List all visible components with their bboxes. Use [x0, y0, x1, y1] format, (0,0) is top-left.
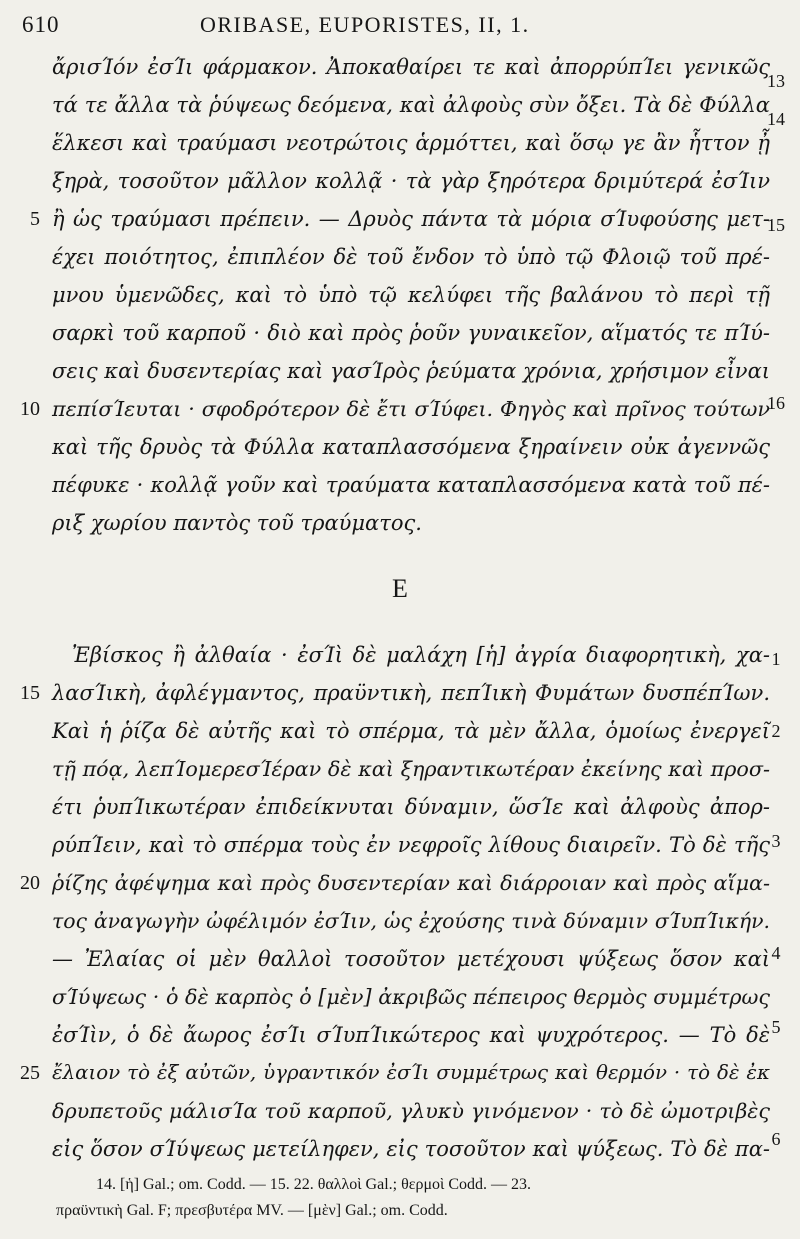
- text-line: ἕλκεσι καὶ τραύμασι νεοτρώτοις ἁρμόττει, καὶ ὅσῳ γε ἂν ἧττον ᾖ: [52, 131, 770, 155]
- text-line: — Ἐλαίας οἱ μὲν θαλλοὶ τοσοῦτον μετέχουσι ψύξεως ὅσον καὶ: [52, 947, 770, 971]
- section-number: 13: [767, 71, 785, 91]
- text-line: ἢ ὡς τραύμασι πρέπειν. — Δρυὸς πάντα τὰ μόρια σΊυφούσης μετ-: [52, 207, 770, 231]
- section-heading: E: [392, 574, 408, 603]
- text-line: δρυπετοῦς μάλισΊα τοῦ καρποῦ, γλυκὺ γινόμενον · τὸ δὲ ὠμοτριβὲς: [52, 1099, 770, 1123]
- text-line: Ἐβίσκος ἢ ἀλθαία · ἐσΊὶ δὲ μαλάχη [ἡ] ἀγρία διαφορητικὴ, χα-: [72, 643, 770, 667]
- text-line: τῇ πόᾳ, λεπΊομερεσΊέραν δὲ καὶ ξηραντικωτέραν ἐκείνης καὶ προσ-: [52, 757, 770, 781]
- text-line: τος ἀναγωγὴν ὠφέλιμόν ἐσΊιν, ὡς ἐχούσης τινὰ δύναμιν σΊυπΊικήν.: [52, 909, 770, 933]
- running-title: ORIBASE, EUPORISTES, II, 1.: [200, 12, 530, 37]
- text-line: ἔλαιον τὸ ἐξ αὐτῶν, ὑγραντικόν ἐσΊι συμμέτρως καὶ θερμόν · τὸ δὲ ἐκ: [52, 1061, 770, 1084]
- text-line: πεπίσΊευται · σφοδρότερον δὲ ἔτι σΊύφει. Φηγὸς καὶ πρῖνος τούτων: [52, 397, 770, 421]
- text-line: σαρκὶ τοῦ καρποῦ · διὸ καὶ πρὸς ῥοῦν γυναικεῖον, αἵματός τε πΊύ-: [52, 321, 770, 345]
- text-line: μνου ὑμενῶδες, καὶ τὸ ὑπὸ τῷ κελύφει τῆς βαλάνου τὸ περὶ τῇ: [52, 283, 770, 307]
- text-line: ξηρὰ, τοσοῦτον μᾶλλον κολλᾷ · τὰ γὰρ ξηρότερα δριμύτερά ἐσΊιν: [52, 169, 770, 193]
- section-number: 16: [767, 393, 785, 413]
- text-line: τά τε ἄλλα τὰ ῥύψεως δεόμενα, καὶ ἀλφοὺς σὺν ὄξει. Τὰ δὲ Φύλλα: [52, 93, 770, 117]
- text-line: ἐσΊὶν, ὁ δὲ ἄωρος ἐσΊι σΊυπΊικώτερος καὶ ψυχρότερος. — Τὸ δὲ: [52, 1023, 770, 1047]
- footnote-line: πραϋντικὴ Gal. F; πρεσβυτέρα MV. — [μὲν] Gal.; om. Codd.: [56, 1202, 448, 1219]
- section-number: 4: [771, 943, 781, 963]
- text-line: σεις καὶ δυσεντερίας καὶ γασΊρὸς ῥεύματα χρόνια, χρήσιμον εἶναι: [52, 359, 770, 383]
- text-line: έχει ποιότητος, ἐπιπλέον δὲ τοῦ ἔνδον τὸ ὑπὸ τῷ Φλοιῷ τοῦ πρέ-: [52, 245, 770, 269]
- line-number: 25: [20, 1062, 40, 1084]
- line-number: 20: [20, 872, 40, 894]
- text-line: πέφυκε · κολλᾷ γοῦν καὶ τραύματα καταπλασσόμενα κατὰ τοῦ πέ-: [52, 473, 770, 497]
- running-head: [0, 10, 800, 40]
- page-number: 610: [22, 12, 60, 37]
- text-line: ρύπΊειν, καὶ τὸ σπέρμα τοὺς ἐν νεφροῖς λίθους διαιρεῖν. Τὸ δὲ τῆς: [52, 833, 770, 857]
- text-line: καὶ τῆς δρυὸς τὰ Φύλλα καταπλασσόμενα ξηραίνειν οὐκ ἀγεννῶς: [52, 435, 770, 459]
- text-line: ριξ χωρίου παντὸς τοῦ τραύματος.: [52, 511, 422, 535]
- line-number: 10: [20, 398, 40, 420]
- section-number: 1: [771, 649, 781, 669]
- text-line: ῥίζης ἀφέψημα καὶ πρὸς δυσεντερίαν καὶ διάρροιαν καὶ πρὸς αἵμα-: [52, 871, 770, 895]
- section-number: 5: [771, 1017, 781, 1037]
- line-number: 5: [30, 208, 40, 230]
- line-number: 15: [20, 682, 40, 704]
- text-line: σΊύψεως · ὁ δὲ καρπὸς ὁ [μὲν] ἀκριβῶς πέπειρος θερμὸς συμμέτρως: [52, 985, 770, 1009]
- text-line: Καὶ ἡ ῥίζα δὲ αὐτῆς καὶ τὸ σπέρμα, τὰ μὲν ἄλλα, ὁμοίως ἐνεργεῖ: [52, 719, 770, 743]
- text-line: έτι ῥυπΊικωτέραν ἐπιδείκνυται δύναμιν, ὥσΊε καὶ ἀλφοὺς ἀπορ-: [52, 795, 770, 819]
- section-number: 2: [771, 721, 781, 741]
- section-number: 6: [771, 1129, 781, 1149]
- text-line: εἰς ὅσον σΊύψεως μετείληφεν, εἰς τοσοῦτον καὶ ψύξεως. Τὸ δὲ πα-: [52, 1137, 770, 1161]
- footnote-line: 14. [ἡ] Gal.; om. Codd. — 15. 22. θαλλοὶ Gal.; θερμοὶ Codd. — 23.: [96, 1176, 532, 1193]
- section-number: 14: [767, 109, 785, 129]
- text-line: λασΊικὴ, ἀφλέγμαντος, πραϋντικὴ, πεπΊικὴ Φυμάτων δυσπέπΊων.: [52, 681, 770, 705]
- section-number: 15: [767, 215, 785, 235]
- section-number: 3: [771, 831, 781, 851]
- text-line: ἄρισΊόν ἐσΊι φάρμακον. Ἀποκαθαίρει τε καὶ ἀπορρύπΊει γενικῶς: [52, 55, 770, 79]
